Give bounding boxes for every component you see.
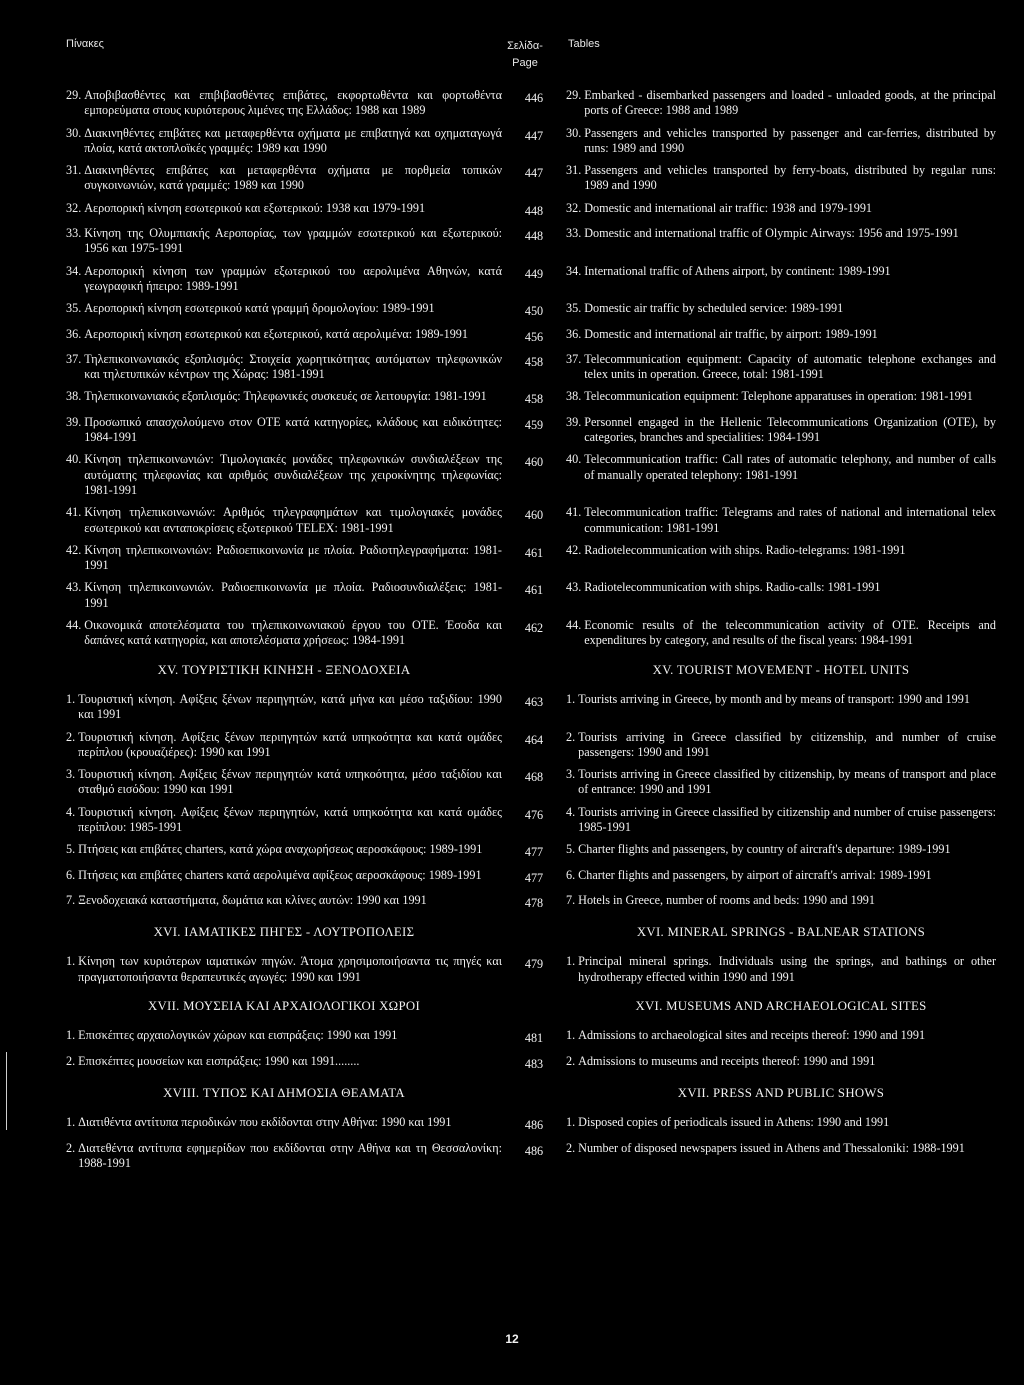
section-title-en: XVI. MINERAL SPRINGS - BALNEAR STATIONS (636, 925, 926, 940)
entry-number-gr: 29. (66, 88, 82, 102)
entry-english (566, 389, 996, 404)
entry-number-gr: 32. (66, 200, 82, 215)
entry-number-en: 35. (566, 301, 582, 316)
entry-number-gr: 43. (66, 580, 82, 595)
entry-title-gr: Κίνηση των κυριότερων ιαματικών πηγών. Άτομα χρησιμοποιήσαντα τις πηγές και πραγματοποιήσαντα θεραπευτικές αγωγές: 1990 και 1991 (78, 954, 502, 984)
table-of-contents (66, 88, 996, 1178)
entry-page: 468 (524, 770, 544, 785)
section-spacer (502, 925, 566, 940)
entry-page: 478 (524, 895, 544, 910)
entry-title-gr: Αεροπορική κίνηση εσωτερικού και εξωτερικού: 1938 και 1979-1991 (84, 200, 426, 215)
entry-greek (66, 415, 502, 446)
entry-english (566, 327, 996, 342)
table-row (66, 954, 996, 985)
entry-page: 479 (524, 957, 544, 972)
entry-number-gr: 1. (66, 691, 76, 706)
entry-title-en: Charter flights and passengers, by airport of aircraft's arrival: 1989-1991 (578, 867, 932, 882)
section-title-gr: XVII. ΜΟΥΣΕΙΑ ΚΑΙ ΑΡΧΑΙΟΛΟΓΙΚΟΙ ΧΩΡΟΙ (147, 999, 421, 1014)
entry-english (566, 893, 996, 908)
entry-english (566, 842, 996, 857)
entry-page: 486 (524, 1143, 544, 1158)
entry-english (566, 730, 996, 761)
section-heading (66, 999, 996, 1014)
entry-title-gr: Κίνηση της Ολυμπιακής Αεροπορίας, των γραμμών εσωτερικού και εξωτερικού: 1956 και 1975-1991 (84, 226, 502, 256)
entry-title-gr: Τηλεπικοινωνιακός εξοπλισμός: Τηλεφωνικές συσκευές σε λειτουργία: 1981-1991 (84, 389, 487, 404)
entry-number-en: 43. (566, 580, 582, 595)
entry-english (566, 201, 996, 216)
entry-number-en: 32. (566, 200, 582, 215)
entry-title-gr: Αποβιβασθέντες και επιβιβασθέντες επιβάτες, εκφορτωθέντα και φορτωθέντα εμπορεύματα στους κυριότερους λιμένες της Ελλάδος: 1988 και 1989 (84, 88, 502, 118)
section-heading (66, 1086, 996, 1101)
entry-number-gr: 2. (66, 1140, 76, 1155)
table-row (66, 126, 996, 157)
entry-page: 460 (524, 455, 544, 470)
entry-title-en: Personnel engaged in the Hellenic Telecommunications Organization (OTE), by categories, branches and specialities: 1984-1991 (584, 414, 996, 445)
table-row (66, 352, 996, 383)
table-row (66, 730, 996, 761)
entry-page: 486 (524, 1118, 544, 1133)
entry-page: 477 (524, 845, 544, 860)
entry-title-gr: Αεροπορική κίνηση εσωτερικού κατά γραμμή δρομολογίου: 1989-1991 (84, 301, 435, 316)
entry-page: 447 (524, 166, 544, 181)
entry-title-en: Admissions to museums and receipts thereof: 1990 and 1991 (578, 1053, 876, 1068)
entry-greek (66, 692, 502, 723)
entry-english (566, 868, 996, 883)
table-row (66, 805, 996, 836)
entry-greek (66, 805, 502, 836)
entry-greek (66, 352, 502, 383)
entry-number-gr: 41. (66, 505, 82, 520)
entry-number-gr: 1. (66, 1028, 76, 1043)
entry-page: 450 (524, 304, 544, 319)
section-spacer (502, 1086, 566, 1101)
entry-english (566, 1054, 996, 1069)
entry-page: 447 (524, 128, 544, 143)
table-row (66, 301, 996, 319)
entry-greek (66, 954, 502, 985)
entry-greek (66, 893, 502, 908)
entry-english (566, 226, 996, 241)
entry-number-en: 2. (566, 729, 576, 744)
entry-title-gr: Διακινηθέντες επιβάτες και μεταφερθέντα οχήματα με επιβατηγά και οχηματαγωγά πλοία, κατά ακτοπλοϊκές γραμμές: 1989 και 1990 (84, 125, 502, 155)
entry-title-en: Passengers and vehicles transported by ferry-boats, distributed by regular runs: 1989 and 1990 (584, 163, 996, 193)
entry-english (566, 543, 996, 558)
entry-page: 449 (524, 266, 544, 281)
table-row (66, 163, 996, 194)
entry-title-en: Hotels in Greece, number of rooms and beds: 1990 and 1991 (578, 892, 875, 907)
entry-page: 481 (524, 1031, 544, 1046)
entry-greek (66, 505, 502, 536)
entry-english (566, 352, 996, 383)
entry-english (566, 805, 996, 836)
entry-page: 461 (524, 583, 544, 598)
entry-greek (66, 1115, 502, 1130)
entry-number-gr: 7. (66, 892, 76, 907)
entry-greek (66, 1141, 502, 1172)
entry-greek (66, 389, 502, 404)
section-heading (66, 925, 996, 940)
entry-number-en: 31. (566, 163, 582, 178)
entry-title-en: Tourists arriving in Greece classified by citizenship, by means of transport and place of entrance: 1990 and 1991 (578, 767, 996, 797)
entry-greek (66, 327, 502, 342)
entry-page: 458 (524, 392, 544, 407)
entry-number-gr: 1. (66, 1115, 76, 1130)
entry-title-en: Telecommunication traffic: Call rates of automatic telephony, and number of calls of manually operated telephony: 1981-1991 (584, 452, 996, 482)
entry-number-en: 42. (566, 542, 582, 557)
entry-greek (66, 201, 502, 216)
table-row (66, 264, 996, 295)
entry-english (566, 767, 996, 798)
header-english: Tables (568, 38, 600, 50)
entry-number-gr: 2. (66, 729, 76, 744)
entry-number-en: 7. (566, 892, 576, 907)
entry-greek (66, 1028, 502, 1043)
entry-number-gr: 39. (66, 414, 82, 429)
entry-number-gr: 38. (66, 389, 82, 404)
entry-number-en: 33. (566, 226, 582, 241)
entry-page: 464 (524, 732, 544, 747)
entry-english (566, 452, 996, 483)
table-row (66, 1141, 996, 1172)
section-title-en: XVII. PRESS AND PUBLIC SHOWS (677, 1085, 885, 1100)
entry-number-en: 29. (566, 88, 582, 102)
entry-number-gr: 31. (66, 163, 82, 178)
entry-title-gr: Πτήσεις και επιβάτες charters κατά αερολιμένα αφίξεως αεροσκάφους: 1989-1991 (78, 867, 482, 882)
table-row (66, 842, 996, 860)
entry-number-gr: 33. (66, 226, 82, 241)
entry-number-gr: 2. (66, 1053, 76, 1068)
entry-greek (66, 767, 502, 798)
entry-title-gr: Αεροπορική κίνηση των γραμμών εξωτερικού του αερολιμένα Αθηνών, κατά γεωγραφική ήπειρο: 1989-1991 (84, 263, 502, 293)
entry-number-gr: 4. (66, 804, 76, 819)
entry-greek (66, 618, 502, 649)
entry-number-en: 34. (566, 263, 582, 278)
header-page-en: Page (512, 57, 538, 69)
entry-number-gr: 37. (66, 351, 82, 366)
entry-title-gr: Διακινηθέντες επιβάτες και μεταφερθέντα οχήματα με πορθμεία τοπικών συγκοινωνιών, κατά γραμμές: 1989 και 1990 (84, 163, 502, 193)
entry-greek (66, 1054, 502, 1069)
entry-title-gr: Τουριστική κίνηση. Αφίξεις ξένων περιηγητών, κατά υπηκοότητα και κατά ομάδες περίπλου: 1985-1991 (78, 804, 502, 834)
entry-title-gr: Κίνηση τηλεπικοινωνιών. Ραδιοεπικοινωνία με πλοία. Ραδιοσυνδιαλέξεις: 1981-1991 (84, 580, 502, 610)
header-page (500, 38, 550, 72)
entry-title-en: Tourists arriving in Greece, by month and by means of transport: 1990 and 1991 (578, 691, 970, 706)
margin-mark (6, 1052, 7, 1130)
entry-english (566, 505, 996, 536)
entry-title-en: Domestic and international air traffic, by airport: 1989-1991 (584, 326, 878, 341)
entry-page: 448 (524, 203, 544, 218)
entry-page: 460 (524, 508, 544, 523)
entry-greek (66, 88, 502, 119)
entry-greek (66, 163, 502, 194)
entry-title-gr: Τουριστική κίνηση. Αφίξεις ξένων περιηγητών κατά υπηκοότητα, μέσο ταξιδίου και σταθμό εισόδου: 1990 και 1991 (78, 767, 502, 797)
entry-title-en: Tourists arriving in Greece classified by citizenship, and number of cruise passengers: 1990 and 1991 (578, 729, 996, 759)
entry-number-gr: 30. (66, 125, 82, 140)
header-page-gr: Σελίδα- (507, 40, 543, 52)
table-row (66, 692, 996, 723)
entry-page: 477 (524, 870, 544, 885)
entry-title-gr: Τουριστική κίνηση. Αφίξεις ξένων περιηγητών, κατά μήνα και μέσο ταξιδίου: 1990 και 1991 (78, 691, 502, 722)
entry-greek (66, 452, 502, 498)
entry-number-en: 40. (566, 452, 582, 467)
entry-greek (66, 226, 502, 257)
entry-title-gr: Τουριστική κίνηση. Αφίξεις ξένων περιηγητών κατά υπηκοότητα και κατά ομάδες περίπλου (κρουαζιέρες): 1990 και 1991 (78, 729, 502, 759)
entry-title-gr: Κίνηση τηλεπικοινωνιών: Ραδιοεπικοινωνία με πλοία. Ραδιοτηλεγραφήματα: 1981-1991 (84, 542, 502, 573)
entry-title-gr: Επισκέπτες μουσείων και εισπράξεις: 1990 και 1991........ (78, 1053, 360, 1068)
entry-english (566, 1115, 996, 1130)
section-heading (66, 663, 996, 678)
entry-title-en: Admissions to archaeological sites and receipts thereof: 1990 and 1991 (578, 1028, 926, 1043)
entry-greek (66, 264, 502, 295)
entry-english (566, 88, 996, 119)
entry-title-gr: Κίνηση τηλεπικοινωνιών: Αριθμός τηλεγραφημάτων και τιμολογιακές μονάδες εσωτερικού και ανταποκρίσεις εξωτερικού TELEX: 1981-1991 (84, 505, 502, 535)
entry-title-gr: Τηλεπικοινωνιακός εξοπλισμός: Στοιχεία χωρητικότητας αυτόματων τηλεφωνικών και τηλετυπικών κέντρων της Χώρας: 1981-1991 (84, 351, 502, 382)
entry-title-gr: Προσωπικό απασχολούμενο στον ΟΤΕ κατά κατηγορίες, κλάδους και ειδικότητες: 1984-1991 (84, 414, 502, 445)
entry-number-en: 30. (566, 125, 582, 140)
entry-number-gr: 35. (66, 301, 82, 316)
entry-greek (66, 126, 502, 157)
table-row (66, 1028, 996, 1046)
entry-title-en: Telecommunication traffic: Telegrams and rates of national and international telex communication: 1981-1991 (584, 505, 996, 535)
entry-title-en: Principal mineral springs. Individuals using the springs, and bathings or other hydrotherapy effected within 1990 and 1991 (578, 954, 996, 984)
table-row (66, 767, 996, 798)
entry-number-en: 4. (566, 804, 576, 819)
section-spacer (502, 999, 566, 1014)
table-row (66, 505, 996, 536)
entry-greek (66, 580, 502, 611)
section-title-gr: XVI. ΙΑΜΑΤΙΚΕΣ ΠΗΓΕΣ - ΛΟΥΤΡΟΠΟΛΕΙΣ (153, 925, 415, 940)
entry-title-en: International traffic of Athens airport, by continent: 1989-1991 (584, 263, 891, 278)
entry-number-en: 36. (566, 326, 582, 341)
entry-english (566, 264, 996, 279)
entry-page: 462 (524, 621, 544, 636)
entry-title-gr: Ξενοδοχειακά καταστήματα, δωμάτια και κλίνες αυτών: 1990 και 1991 (78, 892, 427, 907)
entry-page: 459 (524, 417, 544, 432)
entry-title-en: Number of disposed newspapers issued in Athens and Thessaloniki: 1988-1991 (578, 1140, 965, 1155)
page-number: 12 (505, 1332, 519, 1346)
entry-title-en: Charter flights and passengers, by country of aircraft's departure: 1989-1991 (578, 842, 951, 857)
entry-greek (66, 842, 502, 857)
table-row (66, 201, 996, 219)
entry-english (566, 126, 996, 157)
entry-page: 456 (524, 329, 544, 344)
entry-number-en: 1. (566, 1028, 576, 1043)
entry-page: 446 (524, 91, 544, 105)
section-title-gr: XVIII. ΤΥΠΟΣ ΚΑΙ ΔΗΜΟΣΙΑ ΘΕΑΜΑΤΑ (163, 1085, 405, 1100)
entry-title-en: Domestic and international air traffic: 1938 and 1979-1991 (584, 200, 873, 215)
entry-title-en: Domestic and international traffic of Olympic Airways: 1956 and 1975-1991 (584, 226, 959, 241)
entry-title-en: Embarked - disembarked passengers and loaded - unloaded goods, at the principal ports of Greece: 1988 and 1989 (584, 88, 996, 118)
entry-number-gr: 42. (66, 542, 82, 557)
entry-number-gr: 34. (66, 263, 82, 278)
table-row (66, 415, 996, 446)
entry-number-en: 39. (566, 414, 582, 429)
table-row (66, 543, 996, 574)
table-row (66, 327, 996, 345)
entry-number-en: 1. (566, 691, 576, 706)
entry-title-en: Radiotelecommunication with ships. Radio-telegrams: 1981-1991 (584, 542, 906, 557)
entry-title-en: Telecommunication equipment: Telephone apparatuses in operation: 1981-1991 (584, 389, 973, 404)
entry-page: 483 (524, 1056, 544, 1071)
header-greek: Πίνακες (66, 38, 104, 50)
entry-page: 458 (524, 354, 544, 369)
entry-number-en: 44. (566, 618, 582, 633)
entry-number-en: 1. (566, 1115, 576, 1130)
section-title-en: XVI. MUSEUMS AND ARCHAEOLOGICAL SITES (635, 999, 927, 1014)
entry-title-en: Passengers and vehicles transported by passenger and car-ferries, distributed by runs: 1989 and 1990 (584, 125, 996, 155)
table-row (66, 618, 996, 649)
entry-greek (66, 868, 502, 883)
entry-number-gr: 3. (66, 767, 76, 782)
entry-english (566, 692, 996, 707)
section-title-en: XV. TOURIST MOVEMENT - HOTEL UNITS (652, 662, 910, 677)
entry-number-en: 1. (566, 954, 576, 969)
entry-page: 448 (524, 229, 544, 244)
entry-title-en: Economic results of the telecommunication activity of OTE. Receipts and expenditures by category, and results of the fiscal years: 1984-1991 (584, 618, 996, 648)
table-row (66, 893, 996, 911)
entry-number-gr: 36. (66, 326, 82, 341)
entry-title-en: Radiotelecommunication with ships. Radio-calls: 1981-1991 (584, 580, 881, 595)
entry-title-en: Tourists arriving in Greece classified by citizenship and number of cruise passengers: 1985-1991 (578, 804, 996, 834)
entry-number-en: 41. (566, 505, 582, 520)
entry-english (566, 1141, 996, 1156)
table-row (66, 226, 996, 257)
entry-english (566, 415, 996, 446)
entry-title-en: Disposed copies of periodicals issued in Athens: 1990 and 1991 (578, 1115, 890, 1130)
entry-number-gr: 6. (66, 867, 76, 882)
entry-title-gr: Διατιθέντα αντίτυπα περιοδικών που εκδίδονται στην Αθήνα: 1990 και 1991 (78, 1115, 452, 1130)
entry-title-en: Telecommunication equipment: Capacity of automatic telephone exchanges and telex units in operation. Greece, total: 1981-1991 (584, 351, 996, 382)
entry-english (566, 580, 996, 595)
table-row (66, 1115, 996, 1133)
entry-number-gr: 44. (66, 618, 82, 633)
entry-number-en: 2. (566, 1053, 576, 1068)
entry-number-en: 3. (566, 767, 576, 782)
table-row (66, 88, 996, 119)
entry-english (566, 618, 996, 649)
table-row (66, 452, 996, 498)
entry-english (566, 1028, 996, 1043)
entry-number-en: 38. (566, 389, 582, 404)
entry-number-en: 37. (566, 351, 582, 366)
entry-title-en: Domestic air traffic by scheduled service: 1989-1991 (584, 301, 844, 316)
entry-title-gr: Αεροπορική κίνηση εσωτερικού και εξωτερικού, κατά αερολιμένα: 1989-1991 (84, 326, 468, 341)
entry-english (566, 163, 996, 194)
section-spacer (502, 663, 566, 678)
entry-number-en: 5. (566, 842, 576, 857)
entry-page: 461 (524, 545, 544, 560)
entry-number-en: 6. (566, 867, 576, 882)
entry-greek (66, 301, 502, 316)
entry-page: 476 (524, 807, 544, 822)
table-row (66, 389, 996, 407)
entry-title-gr: Κίνηση τηλεπικοινωνιών: Τιμολογιακές μονάδες τηλεφωνικών συνδιαλέξεων της αυτόματης τηλεφωνίας και αριθμός συνδιαλέξεων της χειροκίνητης τηλεφωνίας: 1981-1991 (84, 452, 502, 497)
entry-page: 463 (524, 694, 544, 709)
table-row (66, 1054, 996, 1072)
entry-title-gr: Διατεθέντα αντίτυπα εφημερίδων που εκδίδονται στην Αθήνα και τη Θεσσαλονίκη: 1988-1991 (78, 1140, 502, 1170)
entry-number-en: 2. (566, 1140, 576, 1155)
entry-number-gr: 40. (66, 452, 82, 467)
entry-number-gr: 5. (66, 842, 76, 857)
table-row (66, 580, 996, 611)
section-title-gr: XV. ΤΟΥΡΙΣΤΙΚΗ ΚΙΝΗΣΗ - ΞΕΝΟΔΟΧΕΙΑ (157, 662, 411, 677)
entry-title-gr: Οικονομικά αποτελέσματα του τηλεπικοινωνιακού έργου του ΟΤΕ. Έσοδα και δαπάνες κατά κατηγορία, και αποτελέσματα χρήσεως: 1984-1991 (84, 618, 502, 648)
table-row (66, 868, 996, 886)
entry-title-gr: Επισκέπτες αρχαιολογικών χώρων και εισπράξεις: 1990 και 1991 (78, 1028, 398, 1043)
entry-english (566, 301, 996, 316)
entry-title-gr: Πτήσεις και επιβάτες charters, κατά χώρα αναχωρήσεως αεροσκάφους: 1989-1991 (78, 842, 483, 857)
entry-greek (66, 543, 502, 574)
entry-number-gr: 1. (66, 954, 76, 969)
entry-greek (66, 730, 502, 761)
entry-english (566, 954, 996, 985)
